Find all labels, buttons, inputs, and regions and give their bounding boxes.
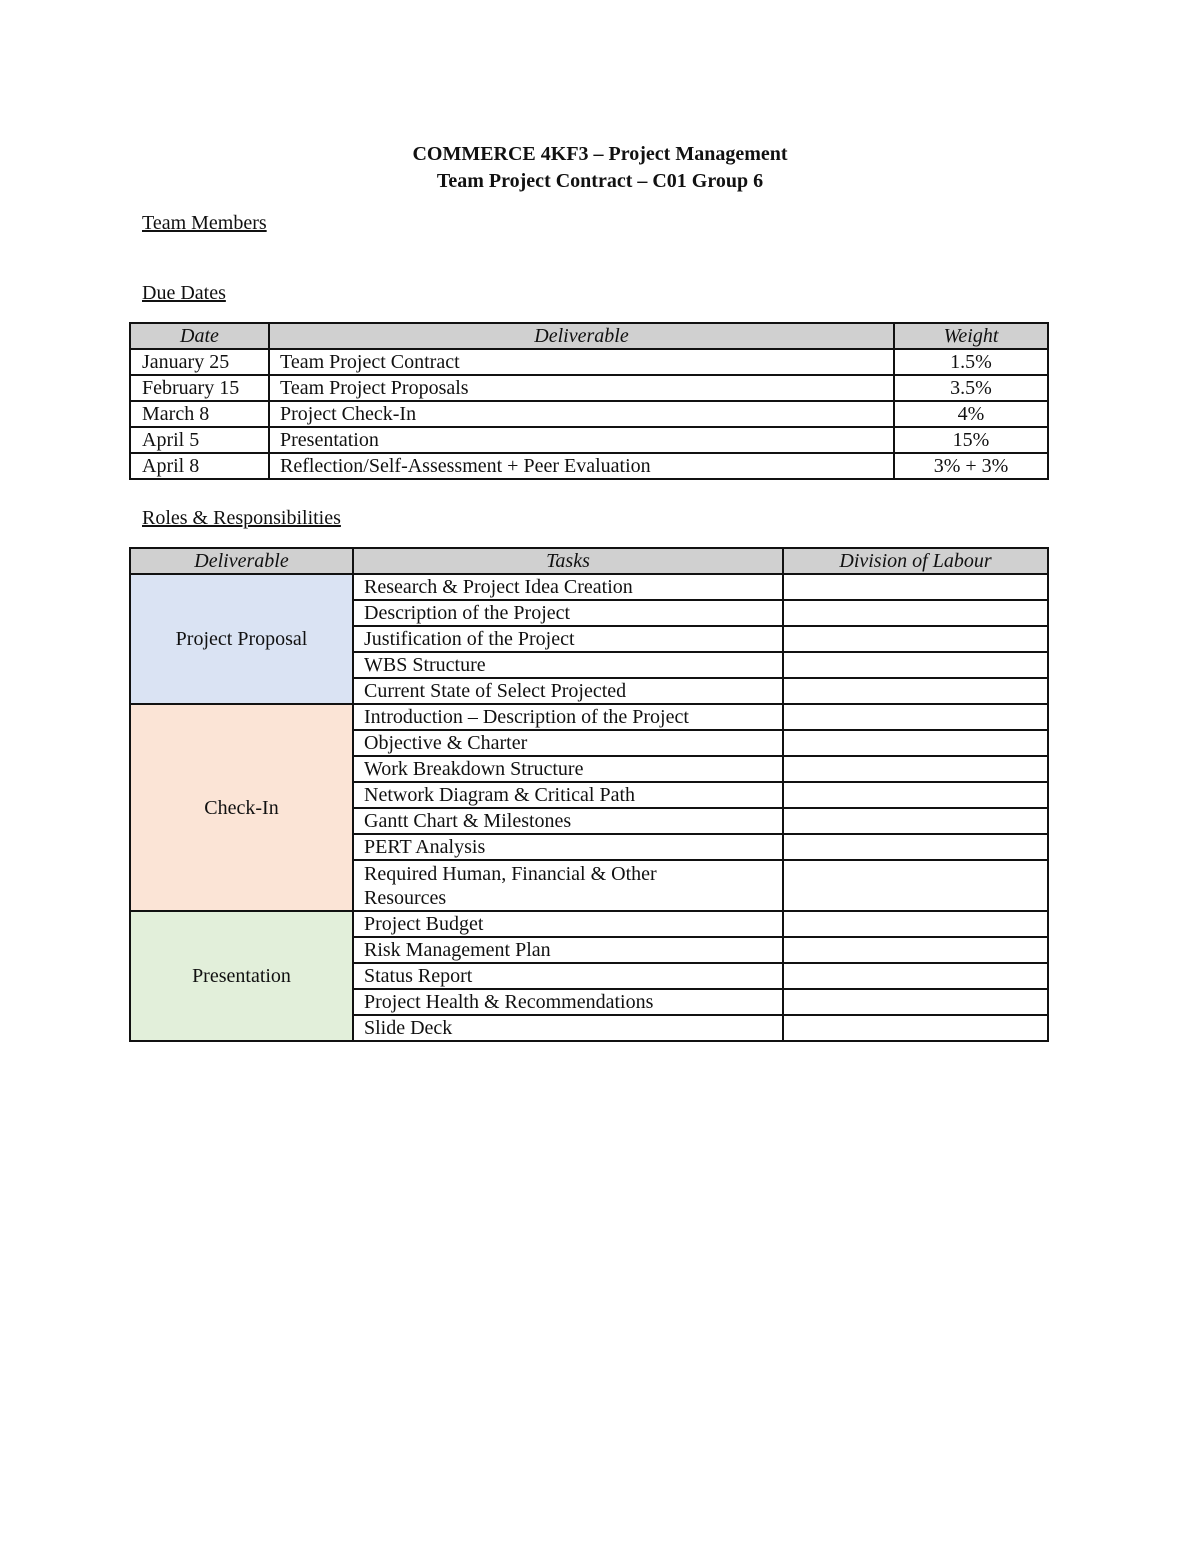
table-row [130,375,1048,401]
roles-table [129,547,1049,1042]
task-cell: Justification of the Project [353,626,783,652]
task-cell: Status Report [353,963,783,989]
table-row [130,401,1048,427]
division-cell[interactable] [783,704,1048,730]
division-cell[interactable] [783,574,1048,600]
task-cell: Work Breakdown Structure [353,756,783,782]
weight-cell: 3.5% [894,375,1048,401]
task-cell: Slide Deck [353,1015,783,1041]
task-cell: Description of the Project [353,600,783,626]
task-cell: Gantt Chart & Milestones [353,808,783,834]
section-roles-responsibilities: Roles & Responsibilities [142,507,341,529]
division-cell[interactable] [783,911,1048,937]
date-cell: April 8 [130,453,269,479]
task-cell: Current State of Select Projected [353,678,783,704]
task-cell: Project Health & Recommendations [353,989,783,1015]
deliverable-cell: Presentation [269,427,894,453]
task-cell: Risk Management Plan [353,937,783,963]
division-cell[interactable] [783,1015,1048,1041]
division-cell[interactable] [783,626,1048,652]
division-cell[interactable] [783,989,1048,1015]
table-row [130,453,1048,479]
weight-cell: 1.5% [894,349,1048,375]
table-row [130,427,1048,453]
due-dates-table [129,322,1049,480]
table-row [130,704,1048,730]
date-cell: March 8 [130,401,269,427]
deliverable-cell: Project Check-In [269,401,894,427]
column-header-weight: Weight [894,323,1048,349]
division-cell[interactable] [783,730,1048,756]
weight-cell: 4% [894,401,1048,427]
date-cell: January 25 [130,349,269,375]
group-presentation: Presentation [130,911,353,1041]
division-cell[interactable] [783,937,1048,963]
group-project-proposal: Project Proposal [130,574,353,704]
table-row [130,911,1048,937]
task-cell: WBS Structure [353,652,783,678]
group-check-in: Check-In [130,704,353,911]
division-cell[interactable] [783,652,1048,678]
column-header-deliverable: Deliverable [130,548,353,574]
division-cell[interactable] [783,808,1048,834]
task-cell: Introduction – Description of the Project [353,704,783,730]
task-cell: Objective & Charter [353,730,783,756]
column-header-tasks: Tasks [353,548,783,574]
division-cell[interactable] [783,756,1048,782]
column-header-deliverable: Deliverable [269,323,894,349]
task-cell: Network Diagram & Critical Path [353,782,783,808]
deliverable-cell: Team Project Contract [269,349,894,375]
table-row [130,349,1048,375]
task-cell: PERT Analysis [353,834,783,860]
date-cell: February 15 [130,375,269,401]
division-cell[interactable] [783,600,1048,626]
column-header-division: Division of Labour [783,548,1048,574]
deliverable-cell: Team Project Proposals [269,375,894,401]
task-cell: Required Human, Financial & Other Resources [353,860,783,911]
division-cell[interactable] [783,678,1048,704]
column-header-date: Date [130,323,269,349]
task-cell: Research & Project Idea Creation [353,574,783,600]
document-title: COMMERCE 4KF3 – Project Management [412,143,788,165]
section-due-dates: Due Dates [142,282,226,304]
division-cell[interactable] [783,963,1048,989]
document-subtitle: Team Project Contract – C01 Group 6 [436,170,764,192]
weight-cell: 15% [894,427,1048,453]
deliverable-cell: Reflection/Self-Assessment + Peer Evaluation [269,453,894,479]
section-team-members: Team Members [142,212,267,234]
division-cell[interactable] [783,782,1048,808]
division-cell[interactable] [783,860,1048,911]
task-cell: Project Budget [353,911,783,937]
weight-cell: 3% + 3% [894,453,1048,479]
division-cell[interactable] [783,834,1048,860]
table-row [130,574,1048,600]
date-cell: April 5 [130,427,269,453]
